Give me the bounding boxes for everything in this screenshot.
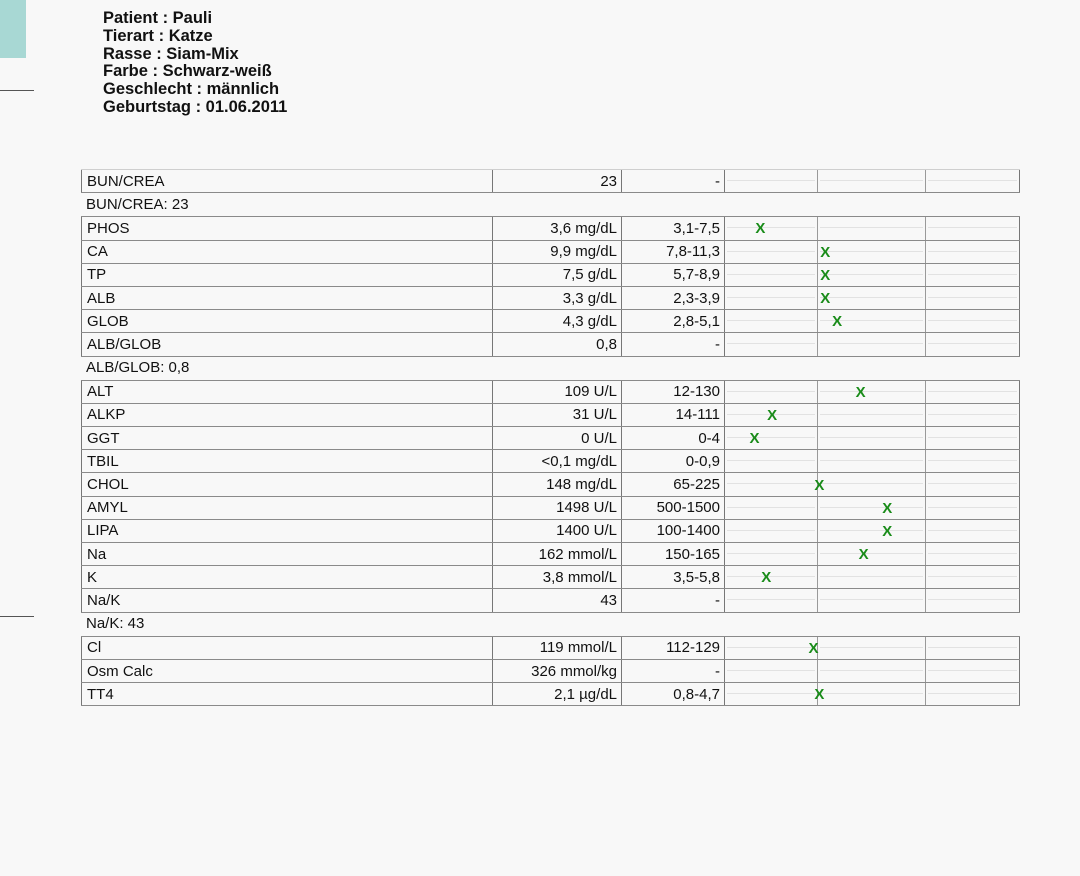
test-value: 9,9 mg/dL [493, 241, 622, 263]
indicator-cell-normal [818, 683, 926, 705]
reference-range: 5,7-8,9 [622, 264, 725, 286]
lab-results-table [81, 169, 1020, 705]
test-value: <0,1 mg/dL [493, 450, 622, 472]
indicator-cell-normal [818, 543, 926, 565]
indicator-cell-normal [818, 473, 926, 495]
table-row [81, 682, 1020, 706]
reference-range: - [622, 333, 725, 355]
in-range-marker: X [755, 220, 766, 238]
patient-info [103, 10, 287, 117]
table-row [81, 309, 1020, 333]
in-range-marker: X [820, 243, 831, 261]
in-range-marker: X [882, 522, 893, 540]
indicator-cell-high [926, 381, 1020, 403]
in-range-marker: X [808, 639, 819, 657]
indicator-cell-high [926, 497, 1020, 519]
patient-name: Patient : Pauli [103, 9, 213, 27]
reference-range: 3,1-7,5 [622, 217, 725, 239]
test-name: Na [81, 543, 493, 565]
indicator-cell-normal [818, 381, 926, 403]
indicator-cell-high [926, 566, 1020, 588]
table-row [81, 263, 1020, 287]
test-name: Osm Calc [81, 660, 493, 682]
indicator-cell-normal [818, 170, 926, 192]
test-name: ALT [81, 381, 493, 403]
table-row [81, 588, 1020, 612]
indicator-cell-low [725, 589, 818, 611]
test-value: 3,6 mg/dL [493, 217, 622, 239]
indicator-cell-normal [818, 427, 926, 449]
indicator-cell-low [725, 683, 818, 705]
indicator-cell-normal [818, 566, 926, 588]
test-name: BUN/CREA [81, 170, 493, 192]
in-range-marker: X [749, 429, 760, 447]
indicator-cell-high [926, 660, 1020, 682]
test-value: 23 [493, 170, 622, 192]
table-row [81, 659, 1020, 683]
indicator-cell-high [926, 404, 1020, 426]
in-range-marker: X [814, 476, 825, 494]
table-row [81, 565, 1020, 589]
indicator-cell-high [926, 287, 1020, 309]
test-name: LIPA [81, 520, 493, 542]
indicator-cell-high [926, 543, 1020, 565]
test-name: TP [81, 264, 493, 286]
test-name: CHOL [81, 473, 493, 495]
reference-range: 112-129 [622, 637, 725, 659]
reference-range: 3,5-5,8 [622, 566, 725, 588]
reference-range: 500-1500 [622, 497, 725, 519]
table-row [81, 380, 1020, 404]
indicator-cell-high [926, 683, 1020, 705]
test-value: 0 U/L [493, 427, 622, 449]
in-range-marker: X [767, 406, 778, 424]
patient-birthday: Geburtstag : 01.06.2011 [103, 97, 288, 116]
in-range-marker: X [882, 499, 893, 517]
table-row [81, 403, 1020, 427]
indicator-cell-normal [818, 404, 926, 426]
test-name: ALB/GLOB [81, 333, 493, 355]
reference-range: 0-4 [622, 427, 725, 449]
indicator-cell-low [725, 427, 818, 449]
test-name: Cl [81, 637, 493, 659]
result-note: Na/K: 43 [86, 615, 145, 633]
table-row [81, 542, 1020, 566]
reference-range: 7,8-11,3 [622, 241, 725, 263]
indicator-cell-normal [818, 450, 926, 472]
test-name: K [81, 566, 493, 588]
reference-range: 2,3-3,9 [622, 287, 725, 309]
patient-sex: Geschlecht : männlich [103, 80, 280, 99]
indicator-cell-high [926, 427, 1020, 449]
indicator-cell-high [926, 333, 1020, 355]
table-row [81, 496, 1020, 520]
result-note: BUN/CREA: 23 [86, 195, 189, 213]
reference-range: 0-0,9 [622, 450, 725, 472]
test-value: 3,8 mmol/L [493, 566, 622, 588]
indicator-cell-normal [818, 637, 926, 659]
table-row [81, 449, 1020, 473]
test-value: 119 mmol/L [493, 637, 622, 659]
test-name: GLOB [81, 310, 493, 332]
indicator-cell-normal [818, 660, 926, 682]
result-note: ALB/GLOB: 0,8 [86, 359, 190, 377]
indicator-cell-low [725, 170, 818, 192]
indicator-cell-low [725, 264, 818, 286]
test-name: TBIL [81, 450, 493, 472]
indicator-cell-normal [818, 241, 926, 263]
test-name: Na/K [81, 589, 493, 611]
indicator-cell-high [926, 589, 1020, 611]
indicator-cell-high [926, 264, 1020, 286]
table-row [81, 216, 1020, 240]
indicator-cell-low [725, 660, 818, 682]
test-value: 326 mmol/kg [493, 660, 622, 682]
patient-species: Tierart : Katze [103, 26, 213, 45]
indicator-cell-high [926, 170, 1020, 192]
margin-rule-bottom [0, 616, 34, 617]
indicator-cell-high [926, 520, 1020, 542]
table-row [81, 636, 1020, 660]
indicator-cell-low [725, 450, 818, 472]
table-row [81, 286, 1020, 310]
indicator-cell-low [725, 637, 818, 659]
test-value: 0,8 [493, 333, 622, 355]
in-range-marker: X [832, 313, 843, 331]
reference-range: - [622, 589, 725, 611]
test-value: 162 mmol/L [493, 543, 622, 565]
test-value: 109 U/L [493, 381, 622, 403]
indicator-cell-normal [818, 497, 926, 519]
indicator-cell-low [725, 520, 818, 542]
indicator-cell-high [926, 473, 1020, 495]
indicator-cell-normal [818, 217, 926, 239]
indicator-cell-high [926, 217, 1020, 239]
indicator-cell-normal [818, 287, 926, 309]
table-row [81, 519, 1020, 543]
indicator-cell-low [725, 543, 818, 565]
indicator-cell-low [725, 217, 818, 239]
indicator-cell-normal [818, 520, 926, 542]
indicator-cell-low [725, 473, 818, 495]
test-value: 1400 U/L [493, 520, 622, 542]
in-range-marker: X [855, 383, 866, 401]
in-range-marker: X [814, 686, 825, 704]
reference-range: 12-130 [622, 381, 725, 403]
test-value: 43 [493, 589, 622, 611]
reference-range: 0,8-4,7 [622, 683, 725, 705]
indicator-cell-high [926, 637, 1020, 659]
test-name: GGT [81, 427, 493, 449]
test-value: 3,3 g/dL [493, 287, 622, 309]
in-range-marker: X [858, 545, 869, 563]
indicator-cell-low [725, 241, 818, 263]
test-name: AMYL [81, 497, 493, 519]
indicator-cell-low [725, 287, 818, 309]
table-row [81, 240, 1020, 264]
indicator-cell-high [926, 310, 1020, 332]
indicator-cell-low [725, 381, 818, 403]
indicator-cell-low [725, 310, 818, 332]
test-name: CA [81, 241, 493, 263]
patient-breed: Rasse : Siam-Mix [103, 44, 239, 63]
patient-color: Farbe : Schwarz-weiß [103, 62, 272, 81]
test-name: ALKP [81, 404, 493, 426]
test-value: 1498 U/L [493, 497, 622, 519]
table-row [81, 426, 1020, 450]
reference-range: 2,8-5,1 [622, 310, 725, 332]
reference-range: 100-1400 [622, 520, 725, 542]
test-value: 7,5 g/dL [493, 264, 622, 286]
indicator-cell-normal [818, 333, 926, 355]
in-range-marker: X [820, 266, 831, 284]
indicator-cell-high [926, 450, 1020, 472]
test-value: 148 mg/dL [493, 473, 622, 495]
indicator-cell-normal [818, 264, 926, 286]
indicator-cell-low [725, 566, 818, 588]
indicator-cell-high [926, 241, 1020, 263]
test-value: 2,1 µg/dL [493, 683, 622, 705]
reference-range: 65-225 [622, 473, 725, 495]
in-range-marker: X [820, 289, 831, 307]
test-value: 31 U/L [493, 404, 622, 426]
indicator-cell-low [725, 333, 818, 355]
page-tab-marker [0, 0, 26, 58]
table-row [81, 169, 1020, 193]
margin-rule-top [0, 90, 34, 91]
reference-range: - [622, 660, 725, 682]
indicator-cell-normal [818, 589, 926, 611]
reference-range: 14-111 [622, 404, 725, 426]
test-name: PHOS [81, 217, 493, 239]
table-row [81, 332, 1020, 356]
test-value: 4,3 g/dL [493, 310, 622, 332]
test-name: TT4 [81, 683, 493, 705]
test-name: ALB [81, 287, 493, 309]
reference-range: - [622, 170, 725, 192]
in-range-marker: X [761, 569, 772, 587]
table-row [81, 472, 1020, 496]
indicator-cell-low [725, 497, 818, 519]
reference-range: 150-165 [622, 543, 725, 565]
